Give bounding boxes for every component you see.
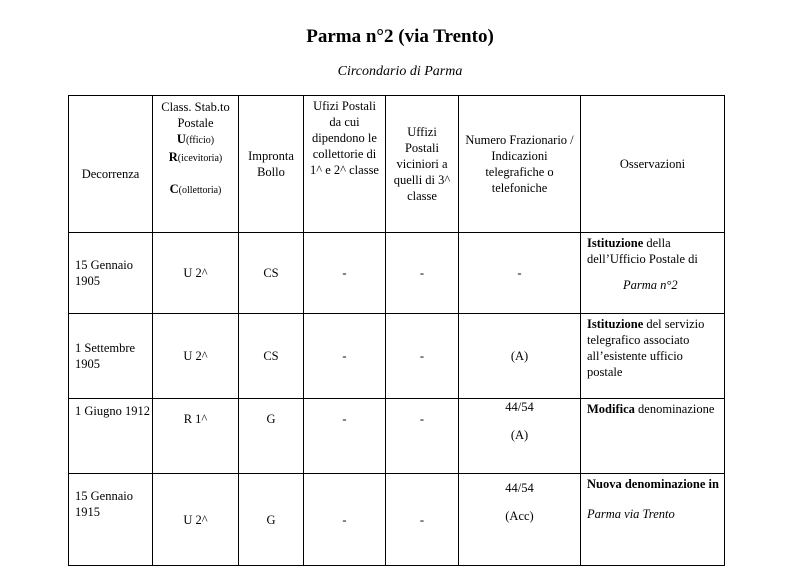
cell-class: U 2^ bbox=[153, 314, 239, 399]
table-row bbox=[69, 233, 725, 314]
cell-decorrenza: 15 Gennaio 1905 bbox=[69, 233, 153, 314]
header-impronta-bollo: Impronta Bollo bbox=[239, 96, 304, 233]
cell-osservazioni: Istituzione del servizio telegrafico associato all’esistente ufficio postale bbox=[581, 314, 725, 399]
cell-numero: (A) bbox=[459, 314, 581, 399]
header-class-line1: Class. Stab.to bbox=[161, 100, 230, 114]
header-ufizi-postali: Ufizi Postali da cui dipendono le collettorie di 1^ e 2^ classe bbox=[304, 96, 386, 233]
cell-vicini: - bbox=[386, 399, 459, 474]
cell-bollo: CS bbox=[239, 233, 304, 314]
cell-ufizi: - bbox=[304, 233, 386, 314]
cell-bollo: G bbox=[239, 474, 304, 566]
table-row bbox=[69, 474, 725, 566]
header-class-r: R bbox=[168, 150, 178, 164]
header-classificazione: Class. Stab.to Postale U(fficio) R(icevitoria) C(ollettoria) bbox=[153, 96, 239, 233]
cell-numero: 44/54 (A) bbox=[459, 399, 581, 474]
page-subtitle: Circondario di Parma bbox=[337, 64, 463, 79]
cell-bollo: G bbox=[239, 399, 304, 474]
cell-numero: - bbox=[459, 233, 581, 314]
cell-bollo: CS bbox=[239, 314, 304, 399]
cell-vicini: - bbox=[386, 314, 459, 399]
header-row bbox=[69, 96, 725, 233]
header-numero-frazionario: Numero Frazionario / Indicazioni telegrafiche o telefoniche bbox=[459, 96, 581, 233]
cell-ufizi: - bbox=[304, 474, 386, 566]
header-class-u: U bbox=[176, 132, 186, 146]
cell-ufizi: - bbox=[304, 399, 386, 474]
cell-osservazioni: Modifica denominazione bbox=[581, 399, 725, 474]
header-decorrenza: Decorrenza bbox=[69, 96, 153, 233]
header-uffizi-viciniori: Uffizi Postali viciniori a quelli di 3^ classe bbox=[386, 96, 459, 233]
cell-vicini: - bbox=[386, 474, 459, 566]
header-class-c: C bbox=[169, 182, 179, 196]
cell-numero: 44/54 (Acc) bbox=[459, 474, 581, 566]
table-row bbox=[69, 399, 725, 474]
header-class-line2: Postale bbox=[177, 116, 214, 130]
records-table bbox=[68, 95, 725, 566]
cell-class: U 2^ bbox=[153, 474, 239, 566]
cell-decorrenza: 15 Gennaio 1915 bbox=[69, 474, 153, 566]
cell-ufizi: - bbox=[304, 314, 386, 399]
cell-class: U 2^ bbox=[153, 233, 239, 314]
cell-decorrenza: 1 Giugno 1912 bbox=[69, 399, 153, 474]
cell-class: R 1^ bbox=[153, 399, 239, 474]
cell-osservazioni: Nuova denominazione in Parma via Trento bbox=[581, 474, 725, 566]
header-osservazioni: Osservazioni bbox=[581, 96, 725, 233]
cell-vicini: - bbox=[386, 233, 459, 314]
page-title: Parma n°2 (via Trento) bbox=[306, 26, 494, 47]
table-row bbox=[69, 314, 725, 399]
cell-decorrenza: 1 Settembre 1905 bbox=[69, 314, 153, 399]
cell-osservazioni: Istituzione della dell’Ufficio Postale di Parma n°2 bbox=[581, 233, 725, 314]
